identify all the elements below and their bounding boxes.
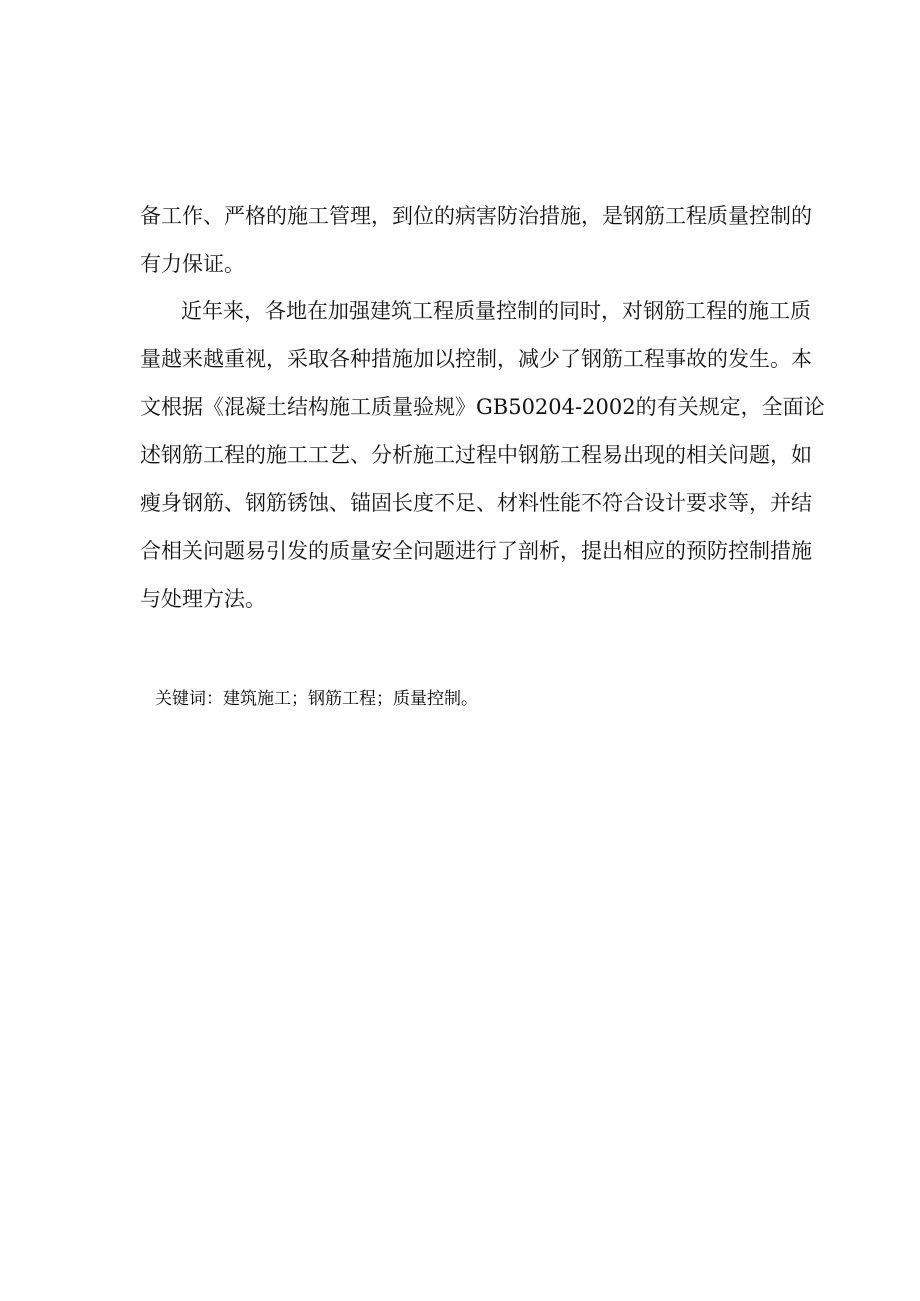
paragraph-2-line-7: 与处理方法。 — [140, 587, 266, 611]
paragraph-2-line-1: 近 年 来 ， 各 地 在 加 强 建 筑 工 程 质 量 控 制 的 同 时 ， 对 钢 筋 工 程 的 施 工 质 — [181, 299, 811, 323]
paragraph-1-line-2: 有力保证。 — [140, 252, 245, 276]
paragraph-1-line-1: 备 工 作 、 严 格 的 施 工 管 理 ， 到 位 的 病 害 防 治 措 施 ， 是 钢 筋 工 程 质 量 控 制 的 — [140, 204, 812, 228]
paragraph-2-line-5: 瘦 身 钢 筋 、 钢 筋 锈 蚀 、 锚 固 长 度 不 足 、 材 料 性 能 不 符 合 设 计 要 求 等 ， 并 结 — [140, 491, 812, 515]
paragraph-2-line-2: 量 越 来 越 重 视 ， 采 取 各 种 措 施 加 以 控 制 ， 减 少 了 钢 筋 工 程 事 故 的 发 生 。 本 — [140, 347, 812, 371]
paragraph-2-line-6: 合 相 关 问 题 易 引 发 的 质 量 安 全 问 题 进 行 了 剖 析 ， 提 出 相 应 的 预 防 控 制 措 施 — [140, 539, 812, 563]
paragraph-2-line-4: 述 钢 筋 工 程 的 施 工 工 艺 、 分 析 施 工 过 程 中 钢 筋 工 程 易 出 现 的 相 关 问 题 ， 如 — [140, 443, 812, 467]
paragraph-2-line-3: 文 根 据 《 混 凝 土 结 构 施 工 质 量 验 规 》 GB50204-2002 的 有 关 规 定 ， 全 面 论 — [140, 395, 825, 419]
keywords-line: 关键词：建筑施工；钢筋工程；质量控制。 — [155, 689, 478, 709]
